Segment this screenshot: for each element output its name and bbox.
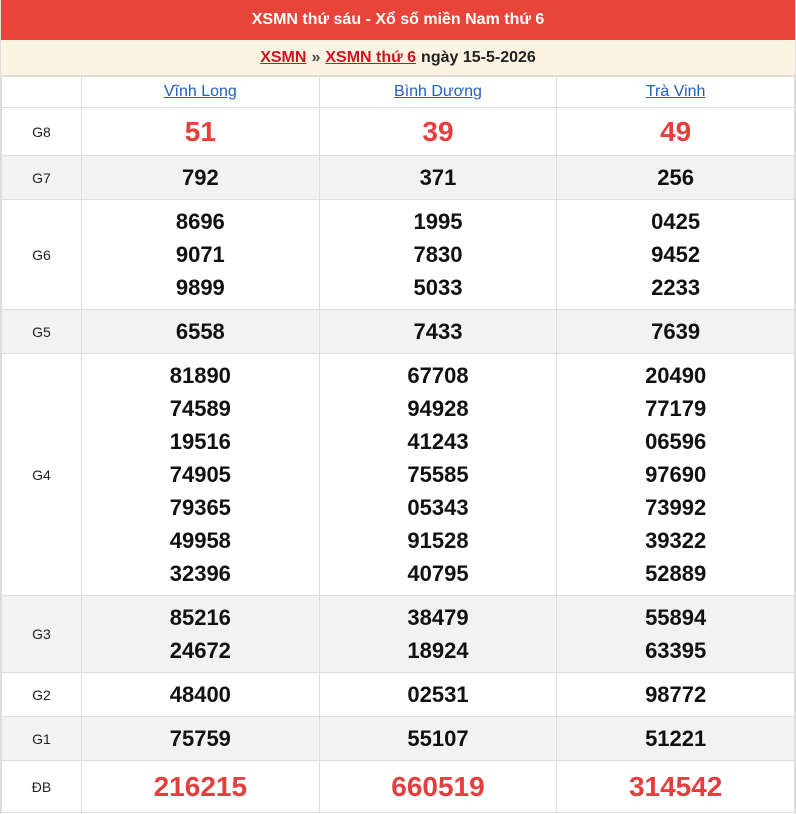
prize-cell <box>82 596 320 673</box>
prize-number: 1995 <box>413 209 463 234</box>
prize-label: G5 <box>2 310 82 354</box>
prize-label: G6 <box>2 200 82 310</box>
prize-number: 55894 <box>645 605 707 630</box>
prize-number: 77179 <box>645 396 707 421</box>
prize-cell <box>319 596 557 673</box>
prize-number: 20490 <box>645 363 707 388</box>
prize-number: 52889 <box>645 561 707 586</box>
prize-cell <box>82 673 320 717</box>
prize-cell <box>319 717 557 761</box>
prize-cell <box>557 200 795 310</box>
prize-cell <box>319 108 557 156</box>
prize-row-g3 <box>2 596 795 673</box>
prize-cell <box>82 156 320 200</box>
prize-cell <box>557 310 795 354</box>
breadcrumb <box>1 40 795 76</box>
prize-number: 9899 <box>175 275 225 300</box>
prize-cell <box>319 156 557 200</box>
prize-label: G1 <box>2 717 82 761</box>
prize-row-g4 <box>2 354 795 596</box>
prize-number: 371 <box>419 165 457 190</box>
breadcrumb-link-xsmn-friday[interactable]: XSMN thứ 6 <box>325 48 417 66</box>
prize-number: 79365 <box>169 495 231 520</box>
prize-label: G3 <box>2 596 82 673</box>
prize-number: 74589 <box>169 396 231 421</box>
prize-number: 75759 <box>169 726 231 751</box>
prize-number: 7639 <box>651 319 701 344</box>
prize-number: 97690 <box>645 462 707 487</box>
page-title <box>1 0 795 40</box>
prize-number: 7433 <box>413 319 463 344</box>
prize-number: 6558 <box>175 319 225 344</box>
prize-number: 18924 <box>407 638 469 663</box>
breadcrumb-separator: » <box>311 48 321 66</box>
prize-label: G8 <box>2 108 82 156</box>
prize-number: 55107 <box>407 726 469 751</box>
prize-cell <box>557 108 795 156</box>
prize-number: 39322 <box>645 528 707 553</box>
prize-cell <box>557 717 795 761</box>
prize-row-g6 <box>2 200 795 310</box>
prize-number: 24672 <box>169 638 231 663</box>
prize-row-db <box>2 761 795 813</box>
prize-number: 32396 <box>169 561 231 586</box>
prize-number: 314542 <box>628 771 723 802</box>
prize-number: 49 <box>660 116 692 147</box>
prize-number: 81890 <box>169 363 231 388</box>
prize-cell <box>319 310 557 354</box>
prize-label: G7 <box>2 156 82 200</box>
prize-number: 39 <box>422 116 454 147</box>
province-link-tra-vinh[interactable]: Trà Vinh <box>645 83 706 100</box>
prize-cell <box>557 156 795 200</box>
prize-number: 63395 <box>645 638 707 663</box>
prize-number: 74905 <box>169 462 231 487</box>
prize-number: 51 <box>184 116 216 147</box>
prize-number: 9071 <box>175 242 225 267</box>
province-header-1 <box>82 77 320 108</box>
prize-row-g8 <box>2 108 795 156</box>
prize-cell <box>82 200 320 310</box>
prize-cell <box>557 761 795 813</box>
prize-label: G2 <box>2 673 82 717</box>
prize-number: 94928 <box>407 396 469 421</box>
prize-cell <box>319 354 557 596</box>
page-title-text: XSMN thứ sáu - Xổ số miền Nam thứ 6 <box>251 11 545 28</box>
prize-number: 02531 <box>407 682 469 707</box>
prize-row-g1 <box>2 717 795 761</box>
prize-number: 48400 <box>169 682 231 707</box>
prize-number: 256 <box>657 165 695 190</box>
results-table <box>1 76 795 813</box>
prize-cell <box>82 761 320 813</box>
prize-cell <box>82 310 320 354</box>
prize-number: 75585 <box>407 462 469 487</box>
header-empty-cell <box>2 77 82 108</box>
prize-number: 660519 <box>391 771 485 802</box>
prize-number: 2233 <box>651 275 701 300</box>
prize-number: 40795 <box>407 561 469 586</box>
prize-cell <box>82 354 320 596</box>
prize-cell <box>82 717 320 761</box>
prize-number: 9452 <box>651 242 701 267</box>
prize-number: 67708 <box>407 363 469 388</box>
province-link-vinh-long[interactable]: Vĩnh Long <box>163 83 237 100</box>
province-header-2 <box>319 77 557 108</box>
prize-number: 19516 <box>169 429 231 454</box>
prize-cell <box>82 108 320 156</box>
prize-number: 7830 <box>413 242 463 267</box>
province-header-3 <box>557 77 795 108</box>
prize-number: 38479 <box>407 605 469 630</box>
prize-number: 49958 <box>169 528 231 553</box>
prize-cell <box>557 354 795 596</box>
prize-number: 85216 <box>169 605 231 630</box>
prize-row-g2 <box>2 673 795 717</box>
prize-number: 216215 <box>153 771 248 802</box>
prize-label: ĐB <box>2 761 82 813</box>
prize-number: 51221 <box>645 726 707 751</box>
prize-number: 792 <box>181 165 219 190</box>
prize-cell <box>319 673 557 717</box>
prize-label: G4 <box>2 354 82 596</box>
prize-number: 0425 <box>651 209 701 234</box>
prize-number: 41243 <box>407 429 469 454</box>
prize-row-g5 <box>2 310 795 354</box>
prize-number: 05343 <box>407 495 469 520</box>
prize-cell <box>557 673 795 717</box>
province-header-row <box>2 77 795 108</box>
prize-number: 8696 <box>175 209 225 234</box>
prize-number: 98772 <box>645 682 707 707</box>
prize-cell <box>557 596 795 673</box>
prize-cell <box>319 761 557 813</box>
prize-number: 5033 <box>413 275 463 300</box>
prize-number: 06596 <box>645 429 707 454</box>
prize-row-g7 <box>2 156 795 200</box>
prize-number: 91528 <box>407 528 469 553</box>
breadcrumb-link-xsmn[interactable]: XSMN <box>260 48 307 66</box>
prize-cell <box>319 200 557 310</box>
prize-number: 73992 <box>645 495 707 520</box>
province-link-binh-duong[interactable]: Bình Dương <box>394 83 482 100</box>
breadcrumb-date: ngày 15-5-2026 <box>421 48 536 66</box>
